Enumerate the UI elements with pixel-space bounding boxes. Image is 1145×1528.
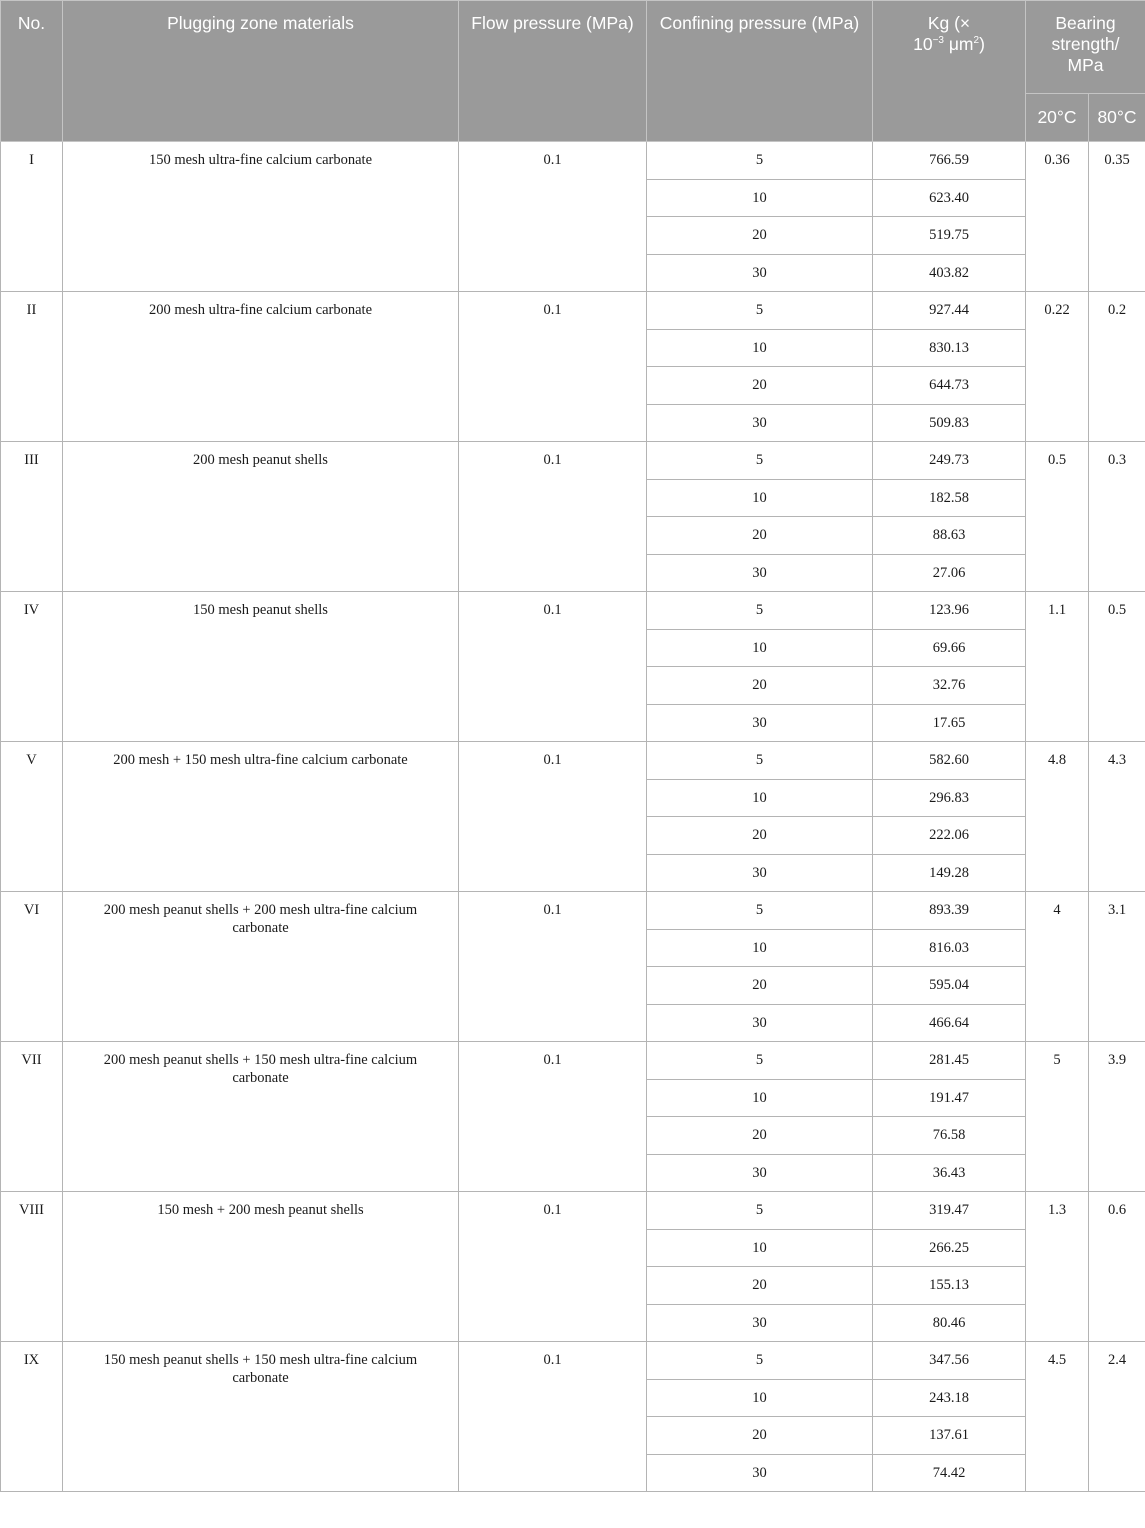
cell-confining-pressure: 5 xyxy=(647,892,873,930)
cell-flow-pressure: 0.1 xyxy=(459,1342,647,1492)
cell-confining-pressure: 5 xyxy=(647,142,873,180)
cell-confining-pressure: 10 xyxy=(647,479,873,517)
cell-bearing-20c: 5 xyxy=(1026,1042,1089,1192)
cell-bearing-20c: 4.8 xyxy=(1026,742,1089,892)
cell-kg: 595.04 xyxy=(873,967,1026,1005)
cell-flow-pressure: 0.1 xyxy=(459,142,647,292)
table-row xyxy=(1,592,1145,630)
cell-confining-pressure: 10 xyxy=(647,1379,873,1417)
cell-material: 200 mesh peanut shells + 200 mesh ultra-fine calcium carbonate xyxy=(63,892,459,1042)
cell-material: 150 mesh ultra-fine calcium carbonate xyxy=(63,142,459,292)
table-row xyxy=(1,142,1145,180)
header-kg xyxy=(873,1,1026,142)
cell-kg: 830.13 xyxy=(873,329,1026,367)
table-row xyxy=(1,442,1145,480)
table-header xyxy=(1,1,1145,142)
cell-confining-pressure: 5 xyxy=(647,442,873,480)
cell-material: 150 mesh peanut shells xyxy=(63,592,459,742)
cell-confining-pressure: 5 xyxy=(647,1342,873,1380)
cell-bearing-80c: 2.4 xyxy=(1089,1342,1145,1492)
cell-bearing-80c: 4.3 xyxy=(1089,742,1145,892)
cell-kg: 296.83 xyxy=(873,779,1026,817)
cell-bearing-80c: 3.9 xyxy=(1089,1042,1145,1192)
cell-confining-pressure: 30 xyxy=(647,554,873,592)
cell-kg: 644.73 xyxy=(873,367,1026,405)
cell-confining-pressure: 10 xyxy=(647,629,873,667)
cell-confining-pressure: 10 xyxy=(647,1229,873,1267)
cell-confining-pressure: 30 xyxy=(647,1304,873,1342)
cell-confining-pressure: 20 xyxy=(647,817,873,855)
cell-bearing-20c: 1.3 xyxy=(1026,1192,1089,1342)
cell-confining-pressure: 5 xyxy=(647,742,873,780)
cell-material: 200 mesh + 150 mesh ultra-fine calcium carbonate xyxy=(63,742,459,892)
cell-kg: 17.65 xyxy=(873,704,1026,742)
cell-confining-pressure: 20 xyxy=(647,1417,873,1455)
cell-bearing-80c: 0.5 xyxy=(1089,592,1145,742)
cell-confining-pressure: 20 xyxy=(647,1267,873,1305)
header-80c: 80°C xyxy=(1089,94,1145,142)
cell-kg: 347.56 xyxy=(873,1342,1026,1380)
cell-no: VIII xyxy=(1,1192,63,1342)
cell-kg: 32.76 xyxy=(873,667,1026,705)
cell-kg: 266.25 xyxy=(873,1229,1026,1267)
cell-confining-pressure: 5 xyxy=(647,1042,873,1080)
cell-bearing-80c: 0.3 xyxy=(1089,442,1145,592)
cell-confining-pressure: 30 xyxy=(647,704,873,742)
table-row xyxy=(1,892,1145,930)
cell-kg: 222.06 xyxy=(873,817,1026,855)
table-row xyxy=(1,1192,1145,1230)
cell-kg: 319.47 xyxy=(873,1192,1026,1230)
cell-no: I xyxy=(1,142,63,292)
cell-confining-pressure: 10 xyxy=(647,329,873,367)
cell-material: 200 mesh ultra-fine calcium carbonate xyxy=(63,292,459,442)
cell-no: V xyxy=(1,742,63,892)
cell-kg: 182.58 xyxy=(873,479,1026,517)
cell-kg: 74.42 xyxy=(873,1454,1026,1492)
header-kg-exp2: 2 xyxy=(973,35,980,47)
header-kg-suffix: ) xyxy=(979,34,985,54)
cell-confining-pressure: 20 xyxy=(647,1117,873,1155)
table-row xyxy=(1,1342,1145,1380)
cell-flow-pressure: 0.1 xyxy=(459,1192,647,1342)
cell-confining-pressure: 20 xyxy=(647,667,873,705)
cell-kg: 155.13 xyxy=(873,1267,1026,1305)
cell-flow-pressure: 0.1 xyxy=(459,1042,647,1192)
cell-confining-pressure: 10 xyxy=(647,1079,873,1117)
cell-bearing-20c: 4 xyxy=(1026,892,1089,1042)
header-flow-pressure: Flow pressure (MPa) xyxy=(459,1,647,142)
cell-confining-pressure: 10 xyxy=(647,179,873,217)
cell-kg: 893.39 xyxy=(873,892,1026,930)
table-row xyxy=(1,742,1145,780)
cell-kg: 76.58 xyxy=(873,1117,1026,1155)
cell-material: 200 mesh peanut shells + 150 mesh ultra-fine calcium carbonate xyxy=(63,1042,459,1192)
cell-bearing-80c: 0.2 xyxy=(1089,292,1145,442)
cell-kg: 191.47 xyxy=(873,1079,1026,1117)
cell-bearing-20c: 0.22 xyxy=(1026,292,1089,442)
cell-confining-pressure: 30 xyxy=(647,1454,873,1492)
cell-kg: 88.63 xyxy=(873,517,1026,555)
cell-kg: 582.60 xyxy=(873,742,1026,780)
cell-kg: 281.45 xyxy=(873,1042,1026,1080)
cell-confining-pressure: 30 xyxy=(647,1154,873,1192)
cell-kg: 80.46 xyxy=(873,1304,1026,1342)
cell-confining-pressure: 20 xyxy=(647,517,873,555)
cell-kg: 519.75 xyxy=(873,217,1026,255)
cell-confining-pressure: 5 xyxy=(647,592,873,630)
cell-kg: 623.40 xyxy=(873,179,1026,217)
cell-kg: 927.44 xyxy=(873,292,1026,330)
cell-no: IV xyxy=(1,592,63,742)
header-materials: Plugging zone materials xyxy=(63,1,459,142)
cell-bearing-20c: 1.1 xyxy=(1026,592,1089,742)
cell-material: 150 mesh + 200 mesh peanut shells xyxy=(63,1192,459,1342)
cell-confining-pressure: 20 xyxy=(647,967,873,1005)
cell-kg: 149.28 xyxy=(873,854,1026,892)
cell-kg: 249.73 xyxy=(873,442,1026,480)
cell-material: 200 mesh peanut shells xyxy=(63,442,459,592)
cell-kg: 123.96 xyxy=(873,592,1026,630)
cell-kg: 466.64 xyxy=(873,1004,1026,1042)
cell-confining-pressure: 30 xyxy=(647,254,873,292)
header-kg-exp1: −3 xyxy=(932,35,944,47)
cell-kg: 766.59 xyxy=(873,142,1026,180)
cell-kg: 69.66 xyxy=(873,629,1026,667)
header-kg-prefix: Kg (× xyxy=(927,13,971,33)
cell-no: VI xyxy=(1,892,63,1042)
cell-bearing-20c: 4.5 xyxy=(1026,1342,1089,1492)
header-bearing-strength: Bearing strength/ MPa xyxy=(1026,1,1145,94)
cell-flow-pressure: 0.1 xyxy=(459,742,647,892)
header-kg-unit: μm xyxy=(943,34,974,54)
cell-confining-pressure: 10 xyxy=(647,779,873,817)
cell-confining-pressure: 5 xyxy=(647,1192,873,1230)
table-row xyxy=(1,292,1145,330)
cell-no: VII xyxy=(1,1042,63,1192)
cell-confining-pressure: 30 xyxy=(647,404,873,442)
cell-bearing-80c: 0.35 xyxy=(1089,142,1145,292)
cell-flow-pressure: 0.1 xyxy=(459,442,647,592)
header-confining-pressure: Confining pressure (MPa) xyxy=(647,1,873,142)
cell-flow-pressure: 0.1 xyxy=(459,892,647,1042)
cell-flow-pressure: 0.1 xyxy=(459,292,647,442)
cell-kg: 27.06 xyxy=(873,554,1026,592)
cell-no: II xyxy=(1,292,63,442)
cell-confining-pressure: 20 xyxy=(647,217,873,255)
cell-confining-pressure: 30 xyxy=(647,1004,873,1042)
cell-kg: 36.43 xyxy=(873,1154,1026,1192)
cell-bearing-80c: 3.1 xyxy=(1089,892,1145,1042)
cell-bearing-20c: 0.36 xyxy=(1026,142,1089,292)
cell-kg: 243.18 xyxy=(873,1379,1026,1417)
table-row xyxy=(1,1042,1145,1080)
cell-material: 150 mesh peanut shells + 150 mesh ultra-fine calcium carbonate xyxy=(63,1342,459,1492)
cell-kg: 403.82 xyxy=(873,254,1026,292)
cell-confining-pressure: 5 xyxy=(647,292,873,330)
header-no: No. xyxy=(1,1,63,142)
cell-confining-pressure: 30 xyxy=(647,854,873,892)
cell-bearing-20c: 0.5 xyxy=(1026,442,1089,592)
cell-confining-pressure: 10 xyxy=(647,929,873,967)
header-kg-base: 10 xyxy=(913,34,933,54)
cell-kg: 509.83 xyxy=(873,404,1026,442)
cell-bearing-80c: 0.6 xyxy=(1089,1192,1145,1342)
cell-kg: 816.03 xyxy=(873,929,1026,967)
cell-no: IX xyxy=(1,1342,63,1492)
cell-kg: 137.61 xyxy=(873,1417,1026,1455)
header-20c: 20°C xyxy=(1026,94,1089,142)
cell-flow-pressure: 0.1 xyxy=(459,592,647,742)
cell-no: III xyxy=(1,442,63,592)
table-body xyxy=(1,142,1145,1492)
cell-confining-pressure: 20 xyxy=(647,367,873,405)
